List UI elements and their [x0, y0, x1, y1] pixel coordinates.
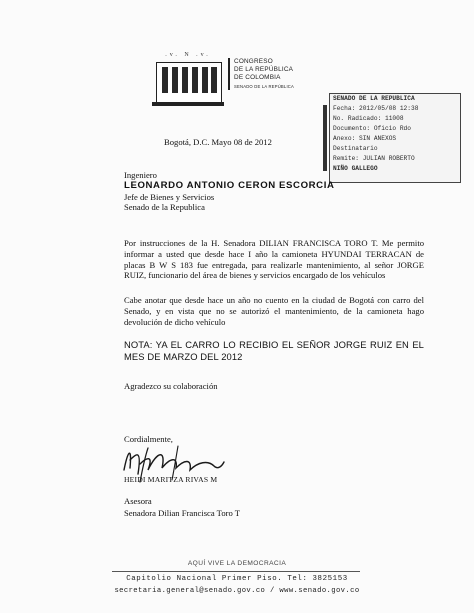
stamp-line: NIÑO GALLEGO: [333, 165, 378, 172]
emblem-text: .v. N .v.: [165, 52, 211, 58]
stamp-line: No. Radicado: 11008: [333, 115, 404, 122]
org-line: DE COLOMBIA: [234, 74, 281, 81]
stamp-line: Destinatario: [333, 145, 378, 152]
stamp-line: Fecha: 2012/05/08 12:38: [333, 105, 419, 112]
capitol-columns-icon: [156, 62, 222, 104]
reception-stamp: [323, 93, 463, 181]
recipient-name: LEONARDO ANTONIO CERON ESCORCIA: [124, 179, 335, 191]
org-subtitle: SENADO DE LA REPÚBLICA: [234, 84, 295, 89]
footer-divider: [112, 571, 360, 572]
stamp-line: Anexo: SIN ANEXOS: [333, 135, 397, 142]
signer-office: Senadora Dilian Francisca Toro T: [124, 508, 241, 518]
recipient-block: [124, 170, 334, 213]
signer-role: Asesora: [124, 496, 152, 506]
footer-motto: AQUÍ VIVE LA DEMOCRACIA: [187, 560, 287, 567]
body-paragraph-1: Por instrucciones de la H. Senadora DILIAN FRANCISCA TORO T. Me permito informar a usted que desde hace I año la camioneta HYUNDAI TERRACAN de placas B W S 183 fue entregada, para realizarle mantenimiento, al señor JORGE RUIZ, funcionario del área de bienes y servicios encargado de los vehículos: [124, 238, 424, 281]
note-paragraph: NOTA: YA EL CARRO LO RECIBIO EL SEÑOR JORGE RUIZ EN EL MES DE MARZO DEL 2012: [124, 339, 424, 362]
recipient-org: Senado de la Republica: [124, 202, 205, 213]
org-line: CONGRESO: [234, 58, 273, 65]
stamp-line: Documento: Oficio Rdo: [333, 125, 411, 132]
stamp-line: Remite: JULIAN ROBERTO: [333, 155, 415, 162]
stamp-line: SENADO DE LA REPUBLICA: [333, 95, 415, 102]
congress-emblem-logo: [152, 52, 224, 106]
recipient-title: Ingeniero: [124, 170, 157, 180]
organization-name: [228, 58, 308, 90]
footer-contact: secretaria.general@senado.gov.co / www.senado.gov.co: [114, 587, 360, 595]
footer-address: Capitolio Nacional Primer Piso. Tel: 3825153: [126, 575, 348, 583]
closing-line: Cordialmente,: [124, 434, 173, 444]
thanks-line: Agradezco su colaboración: [124, 381, 218, 391]
org-line: DE LA REPÚBLICA: [234, 66, 294, 73]
recipient-role: Jefe de Bienes y Servicios: [124, 191, 215, 202]
letter-date: Bogotá, D.C. Mayo 08 de 2012: [164, 137, 272, 147]
body-paragraph-2: Cabe anotar que desde hace un año no cuento en la ciudad de Bogotá con carro del Senado, y en vista que no se autorizó el mantenimiento, de la camioneta hago devolución de dicho vehículo: [124, 295, 424, 327]
signer-name: HEIDI MARITZA RIVAS M: [124, 475, 218, 484]
